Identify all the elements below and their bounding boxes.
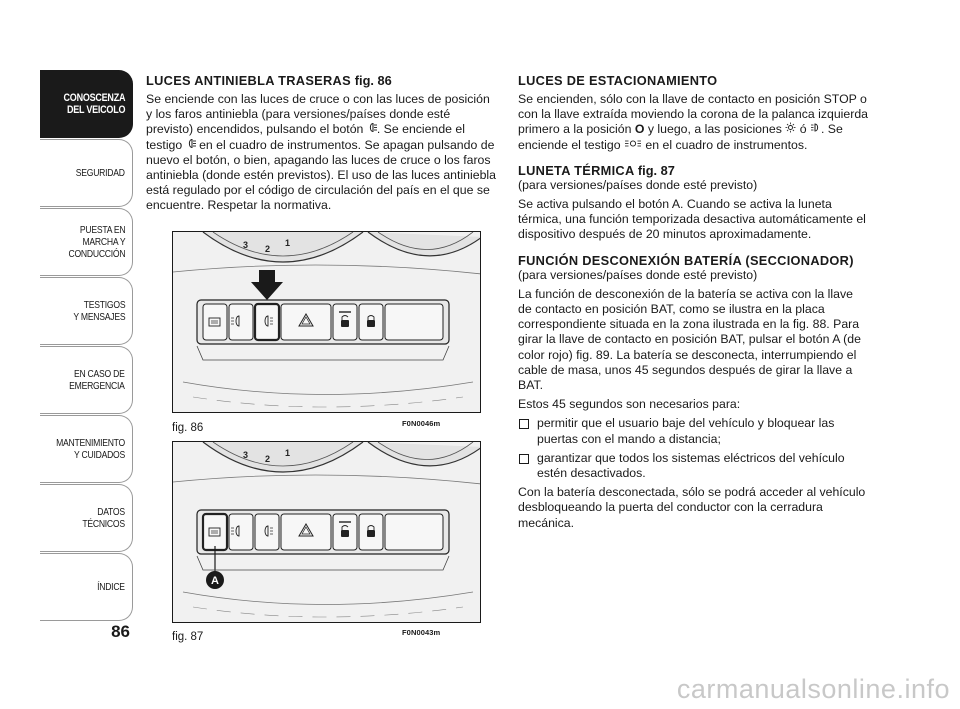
section-title-rear-window-heater: LUNETA TÉRMICA fig. 87 <box>518 162 675 178</box>
list-item: garantizar que todos los sistemas eléctricos del vehículo estén desactivados. <box>518 451 870 481</box>
parking-light-icon <box>785 122 796 136</box>
page-number: 86 <box>111 622 130 641</box>
gauge-number-3: 3 <box>243 240 249 250</box>
tab-mantenimiento[interactable]: MANTENIMIENTO Y CUIDADOS <box>40 415 133 483</box>
figure-86 <box>172 231 481 413</box>
rear-fog-light-icon <box>367 122 377 136</box>
gauge-number-1: 1 <box>285 238 291 248</box>
figure-86-drawing <box>173 232 481 413</box>
battery-bullet-list <box>518 416 870 481</box>
gauge-number-1: 1 <box>285 448 291 458</box>
paragraph-parking-lights: Se encienden, sólo con la llave de contacto en posición STOP o con la llave extraída moviendo la corona de la palanca izquierda primero a la posición O y luego, a las posiciones ó . Se enciende el testigo en el cuadro de instrumentos. <box>518 92 868 152</box>
parking-light-icon <box>810 122 821 136</box>
figure-86-code: F0N0046m <box>402 419 441 428</box>
tab-puesta-en-marcha[interactable]: PUESTA EN MARCHA Y CONDUCCIÓN <box>40 208 133 276</box>
figure-87 <box>172 441 481 623</box>
gauge-number-2: 2 <box>265 244 271 254</box>
section-title-parking-lights: LUCES DE ESTACIONAMIENTO <box>518 73 718 88</box>
watermark: carmanualsonline.info <box>676 674 950 704</box>
tab-datos-tecnicos[interactable]: DATOS TÉCNICOS <box>40 484 133 552</box>
tab-testigos[interactable]: TESTIGOS Y MENSAJES <box>40 277 133 345</box>
subtitle-rear-window-heater: (para versiones/países donde esté previsto) <box>518 177 758 192</box>
rear-fog-light-icon <box>186 138 196 152</box>
callout-a-label: A <box>211 575 219 587</box>
section-title-battery-disconnect: FUNCIÓN DESCONEXIÓN BATERÍA (SECCIONADOR) <box>518 252 854 268</box>
section-title-rear-fog: LUCES ANTINIEBLA TRASERAS fig. 86 <box>146 73 392 88</box>
paragraph-battery-seconds: Estos 45 segundos son necesarios para: <box>518 397 741 412</box>
paragraph-battery-access: Con la batería desconectada, sólo se podrá acceder al vehículo desbloqueando la puerta del conductor con la cerradura mecánica. <box>518 485 866 530</box>
figure-87-drawing <box>173 442 481 623</box>
gauge-number-2: 2 <box>265 454 271 464</box>
chapter-tabs <box>40 70 133 622</box>
figure-87-code: F0N0043m <box>402 628 441 637</box>
figure-86-caption: fig. 86 <box>172 422 204 434</box>
paragraph-rear-window-heater: Se activa pulsando el botón A. Cuando se activa la luneta térmica, una función temporizada desactiva automáticamente el dispositivo después de 20 minutos aproximadamente. <box>518 197 866 242</box>
list-item: permitir que el usuario baje del vehículo y bloquear las puertas con el mando a distancia; <box>518 416 870 446</box>
subtitle-battery-disconnect: (para versiones/países donde esté previsto) <box>518 267 758 282</box>
tab-indice[interactable]: ÍNDICE <box>40 553 133 621</box>
tab-conoscenza[interactable]: CONOSCENZA DEL VEICOLO <box>40 70 133 138</box>
column-left <box>146 73 498 214</box>
column-right <box>518 73 870 531</box>
gauge-number-3: 3 <box>243 450 249 460</box>
side-lights-icon <box>624 138 642 152</box>
paragraph-rear-fog: Se enciende con las luces de cruce o con las luces de posición y los faros antiniebla (para versiones/países donde esté previsto) encendidos, pulsando el botón . Se enciende el testigo en el cuadro de instrumentos. Se apagan pulsando de nuevo el botón, o bien, apagando las luces de cruce o los faros antiniebla (donde estén previstos). El uso de las luces antiniebla está regulado por el código de circulación del país en el que se encuentre. Respetar la normativa. <box>146 92 496 213</box>
figure-87-caption: fig. 87 <box>172 631 204 643</box>
tab-emergencia[interactable]: EN CASO DE EMERGENCIA <box>40 346 133 414</box>
tab-seguridad[interactable]: SEGURIDAD <box>40 139 133 207</box>
paragraph-battery-disconnect: La función de desconexión de la batería se activa con la llave de contacto en posición BAT, como se ilustra en la placa correspondiente situada en la zona ilustrada en la fig. 88. Para girar la llave de contacto en posición BAT, pulsar el botón A (de color rojo) fig. 89. La batería se desconecta, interrumpiendo el cable de masa, unos 45 segundos después de girar la llave a BAT. <box>518 286 861 393</box>
